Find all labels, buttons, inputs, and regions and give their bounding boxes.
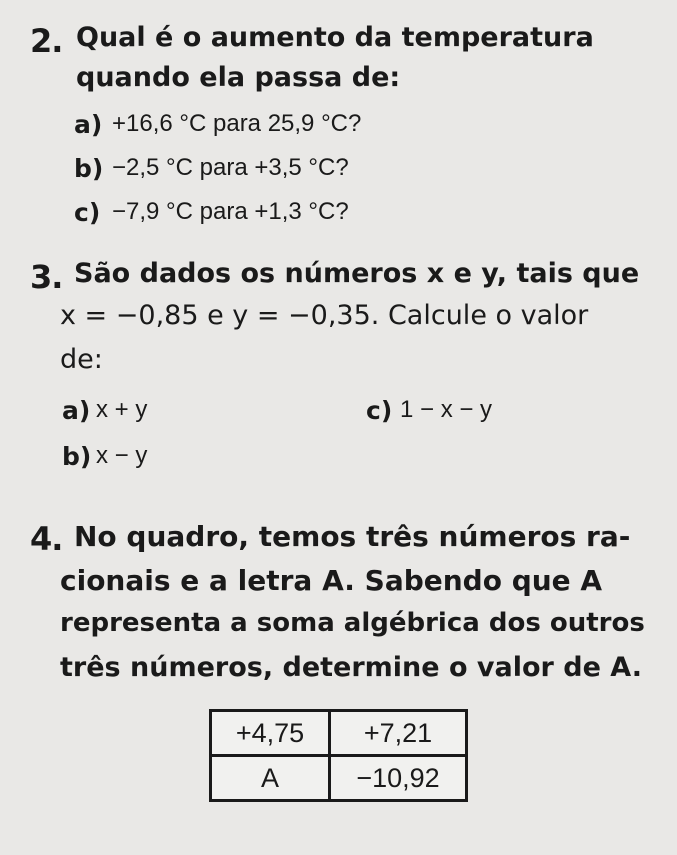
table-cell: +7,21 xyxy=(330,711,467,756)
question-2-number: 2. xyxy=(30,22,63,60)
question-4-line-1: No quadro, temos três números ra- xyxy=(74,520,631,553)
question-3-item-c-text: 1 − x − y xyxy=(400,396,493,423)
question-4-line-2: cionais e a letra A. Sabendo que A xyxy=(60,564,603,597)
table-row xyxy=(211,756,467,801)
question-3-item-a-label: a) xyxy=(62,396,91,425)
question-2-line-2: quando ela passa de: xyxy=(76,62,401,93)
table-row xyxy=(211,711,467,756)
question-3-item-a-text: x + y xyxy=(96,396,148,423)
question-2-item-c-label: c) xyxy=(74,198,101,227)
question-3-number: 3. xyxy=(30,258,63,296)
question-2-item-b-text: −2,5 °C para +3,5 °C? xyxy=(112,154,349,181)
question-2-item-a-label: a) xyxy=(74,110,103,139)
question-3-item-b-text: x − y xyxy=(96,442,148,469)
question-3-line-1: São dados os números x e y, tais que xyxy=(74,258,640,289)
question-2-item-c-text: −7,9 °C para +1,3 °C? xyxy=(112,198,349,225)
rational-numbers-table xyxy=(209,709,468,802)
question-3-item-b-label: b) xyxy=(62,442,92,471)
question-4-line-3: representa a soma algébrica dos outros xyxy=(60,608,645,638)
question-4-number: 4. xyxy=(30,520,63,558)
table-cell: A xyxy=(211,756,330,801)
question-4-line-4: três números, determine o valor de A. xyxy=(60,652,642,683)
question-2-line-1: Qual é o aumento da temperatura xyxy=(76,22,594,53)
table-cell: −10,92 xyxy=(330,756,467,801)
question-3-line-3: de: xyxy=(60,344,103,375)
question-3-item-c-label: c) xyxy=(366,396,393,425)
question-2-item-a-text: +16,6 °C para 25,9 °C? xyxy=(112,110,362,137)
question-3-line-2: x = −0,85 e y = −0,35. Calcule o valor xyxy=(60,300,589,331)
table-cell: +4,75 xyxy=(211,711,330,756)
question-2-item-b-label: b) xyxy=(74,154,104,183)
